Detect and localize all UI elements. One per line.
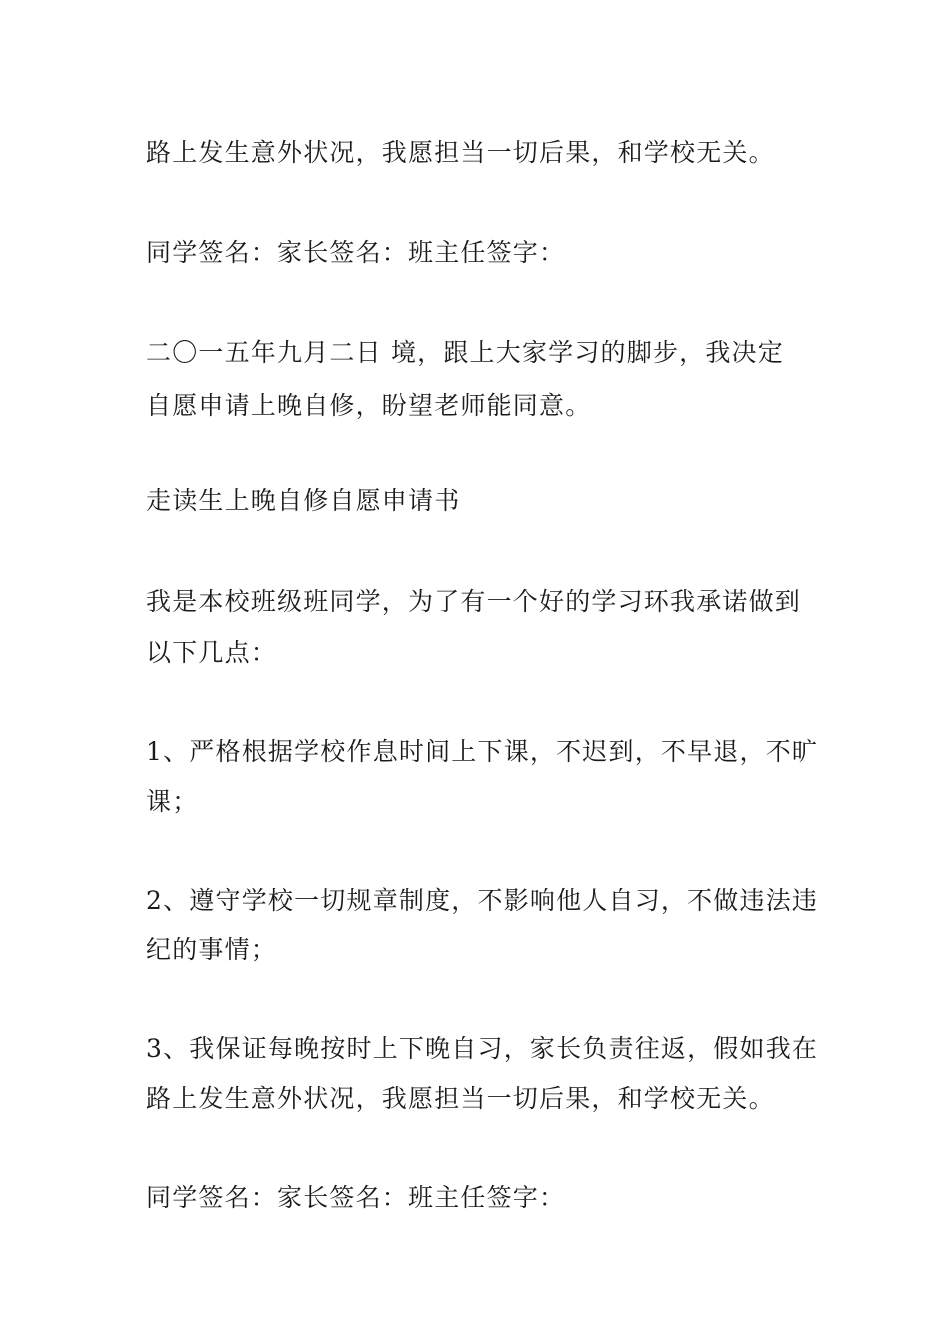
text-line-intro: 我是本校班级班同学，为了有一个好的学习环我承诺做到 [146,587,802,616]
text-line-item-2: 2、遵守学校一切规章制度，不影响他人自习，不做违法违 [146,886,819,915]
text-line-item-3: 3、我保证每晚按时上下晚自习，家长负责往返，假如我在 [146,1034,819,1063]
text-line-date: 二〇一五年九月二日 境，跟上大家学习的脚步，我决定 [146,338,784,367]
text-line-signatures: 同学签名：家长签名：班主任签字： [146,238,566,267]
text-line-item-2-cont: 纪的事情； [146,935,278,964]
text-line-item-1-cont: 课； [146,787,199,816]
text-line-item-3-cont: 路上发生意外状况，我愿担当一切后果，和学校无关。 [146,1084,775,1113]
text-line-consequence: 路上发生意外状况，我愿担当一切后果，和学校无关。 [146,138,775,167]
text-line-request: 自愿申请上晚自修，盼望老师能同意。 [146,391,592,420]
document-title: 走读生上晚自修自愿申请书 [146,486,461,515]
text-line-item-1: 1、严格根据学校作息时间上下课，不迟到，不早退，不旷 [146,737,819,766]
text-line-signatures-bottom: 同学签名：家长签名：班主任签字： [146,1183,566,1212]
text-line-intro-cont: 以下几点： [146,638,278,667]
